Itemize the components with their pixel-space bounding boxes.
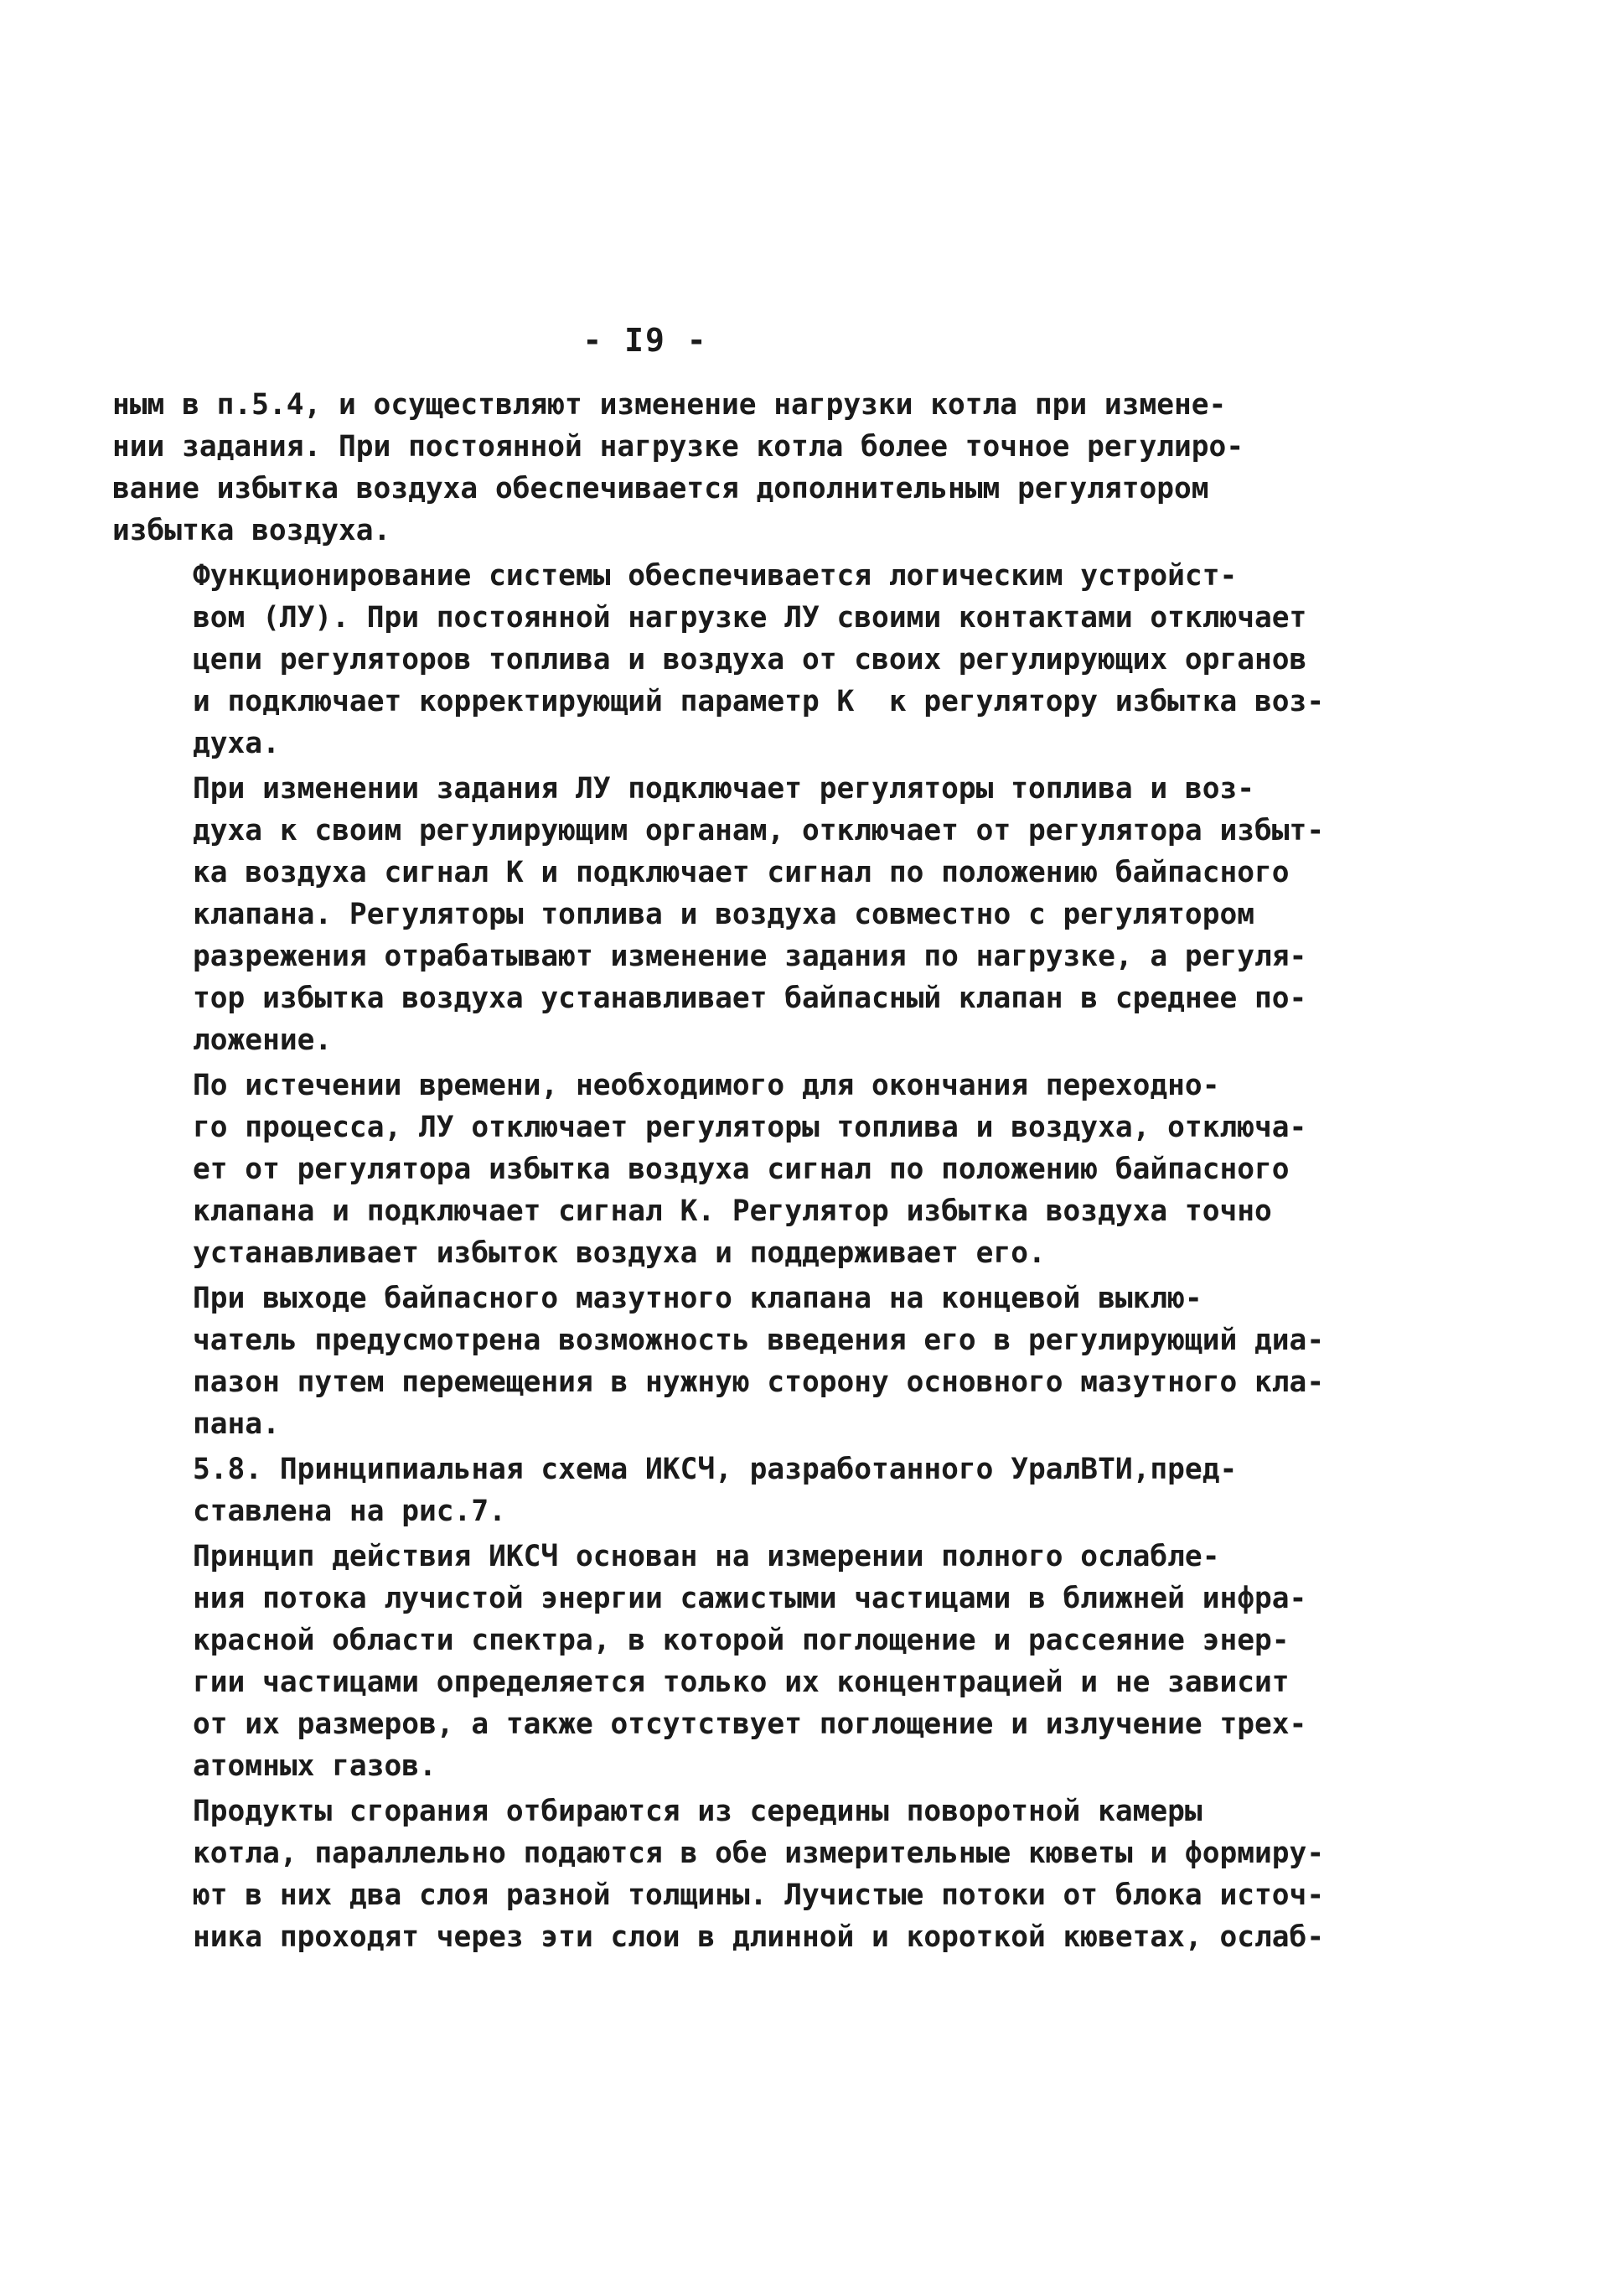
text-line: ют в них два слоя разной толщины. Лучистые потоки от блока источ-	[193, 1878, 1325, 1912]
text-line: цепи регуляторов топлива и воздуха от своих регулирующих органов	[193, 643, 1307, 676]
text-line: ка воздуха сигнал К и подключает сигнал по положению байпасного	[193, 856, 1290, 889]
text-line: Принцип действия ИКСЧ основан на измерении полного ослабле-	[193, 1540, 1220, 1573]
paragraph-p6	[112, 1448, 1238, 1532]
text-line: Функционирование системы обеспечивается логическим устройст-	[193, 559, 1238, 593]
text-line: ет от регулятора избытка воздуха сигнал по положению байпасного	[193, 1153, 1290, 1186]
text-line: 5.8. Принципиальная схема ИКСЧ, разработанного УралВТИ,пред-	[193, 1453, 1238, 1486]
paragraph-p5	[112, 1277, 1325, 1445]
text-line: чатель предусмотрена возможность введения его в регулирующий диа-	[193, 1324, 1325, 1357]
text-line: котла, параллельно подаются в обе измерительные кюветы и формиру-	[193, 1837, 1325, 1870]
text-line: красной области спектра, в которой поглощение и рассеяние энер-	[193, 1624, 1290, 1657]
text-line: тор избытка воздуха устанавливает байпасный клапан в среднее по-	[193, 982, 1307, 1015]
text-line: клапана. Регуляторы топлива и воздуха совместно с регулятором	[193, 898, 1255, 931]
text-line: духа.	[193, 727, 280, 760]
text-line: гии частицами определяется только их концентрацией и не зависит	[193, 1666, 1290, 1699]
page-number: - I9 -	[582, 322, 708, 359]
text-line: По истечении времени, необходимого для окончания переходно-	[193, 1069, 1220, 1102]
text-line: ния потока лучистой энергии сажистыми частицами в ближней инфра-	[193, 1582, 1307, 1615]
paragraph-p3	[112, 768, 1325, 1061]
text-line: ставлена на рис.7.	[193, 1495, 506, 1528]
text-line: При выходе байпасного мазутного клапана на концевой выклю-	[193, 1282, 1202, 1315]
text-line: го процесса, ЛУ отключает регуляторы топлива и воздуха, отключа-	[193, 1111, 1307, 1144]
paragraph-p2	[112, 555, 1325, 764]
text-line: ника проходят через эти слои в длинной и короткой кюветах, ослаб-	[193, 1920, 1325, 1954]
text-line: духа к своим регулирующим органам, отключает от регулятора избыт-	[193, 814, 1325, 847]
text-line: атомных газов.	[193, 1749, 437, 1783]
text-line: от их размеров, а также отсутствует поглощение и излучение трех-	[193, 1707, 1307, 1741]
text-line: клапана и подключает сигнал К. Регулятор избытка воздуха точно	[193, 1194, 1272, 1228]
text-line: При изменении задания ЛУ подключает регуляторы топлива и воз-	[193, 772, 1255, 806]
text-line: ным в п.5.4, и осуществляют изменение нагрузки котла при измене-	[112, 388, 1227, 422]
text-line: вание избытка воздуха обеспечивается дополнительным регулятором	[112, 472, 1209, 505]
paragraph-p1	[112, 384, 1244, 552]
text-line: пазон путем перемещения в нужную сторону основного мазутного кла-	[193, 1365, 1325, 1399]
paragraph-p4	[112, 1065, 1307, 1274]
document-body	[112, 384, 1325, 1961]
paragraph-p8	[112, 1790, 1325, 1958]
text-line: вом (ЛУ). При постоянной нагрузке ЛУ своими контактами отключает	[193, 601, 1307, 635]
paragraph-p7	[112, 1536, 1307, 1787]
text-line: избытка воздуха.	[112, 514, 391, 547]
text-line: Продукты сгорания отбираются из середины поворотной камеры	[193, 1795, 1202, 1828]
text-line: разрежения отрабатывают изменение задания по нагрузке, а регуля-	[193, 940, 1307, 973]
text-line: ложение.	[193, 1023, 333, 1057]
text-line: и подключает корректирующий параметр К к регулятору избытка воз-	[193, 685, 1325, 718]
text-line: пана.	[193, 1407, 280, 1441]
text-line: нии задания. При постоянной нагрузке котла более точное регулиро-	[112, 430, 1244, 464]
text-line: устанавливает избыток воздуха и поддерживает его.	[193, 1236, 1046, 1270]
